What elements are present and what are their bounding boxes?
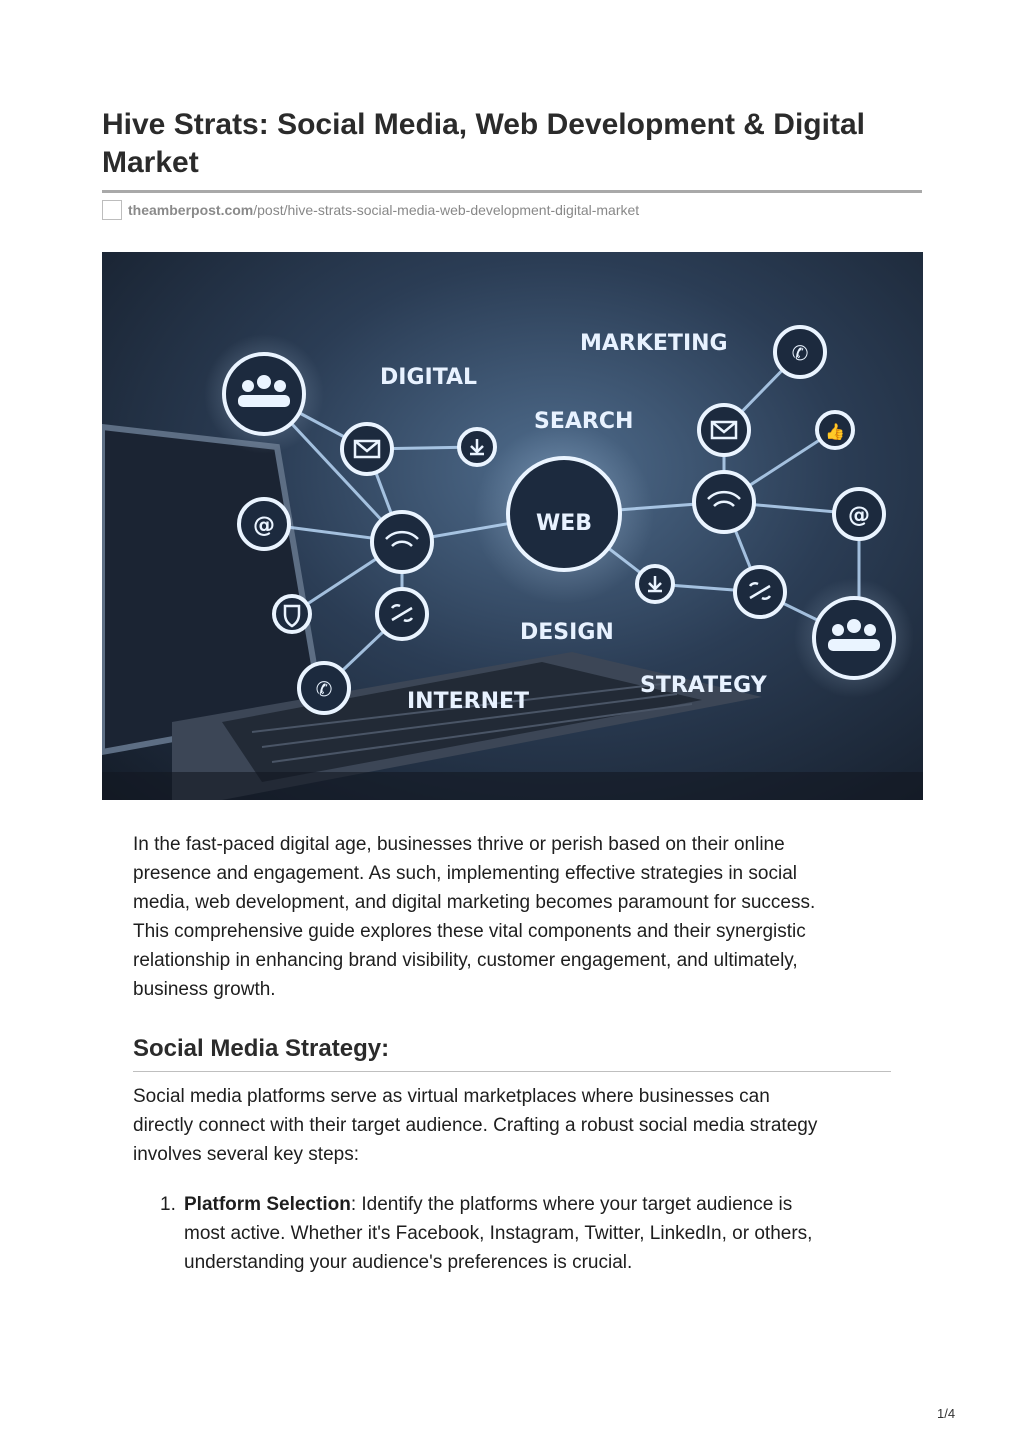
svg-text:👍: 👍 xyxy=(825,422,845,441)
title-divider xyxy=(102,190,922,193)
section-heading: Social Media Strategy: xyxy=(133,1035,390,1062)
hero-label-digital: DIGITAL xyxy=(380,365,478,390)
svg-text:@: @ xyxy=(848,503,870,528)
steps-list xyxy=(160,1190,880,1277)
hero-illustration xyxy=(102,252,923,800)
svg-text:✆: ✆ xyxy=(791,341,809,365)
section-paragraph xyxy=(133,1082,893,1169)
hero-label-strategy: STRATEGY xyxy=(640,673,767,698)
favicon-icon xyxy=(102,200,122,220)
mail-icon xyxy=(342,424,392,474)
list-item-line: : Identify the platforms where your target audience is xyxy=(350,1194,793,1215)
svg-text:@: @ xyxy=(253,513,275,538)
list-item-line: most active. Whether it's Facebook, Instagram, Twitter, LinkedIn, or others, xyxy=(184,1223,813,1244)
intro-line: relationship in enhancing brand visibility, customer engagement, and ultimately, xyxy=(133,950,798,971)
section-divider xyxy=(133,1071,891,1072)
intro-line: presence and engagement. As such, implementing effective strategies in social xyxy=(133,863,797,884)
page-number: 1/4 xyxy=(937,1406,956,1421)
intro-line: business growth. xyxy=(133,979,276,1000)
list-item-line: understanding your audience's preferences is crucial. xyxy=(184,1252,633,1273)
source-url[interactable] xyxy=(128,202,639,218)
hero-label-web: WEB xyxy=(535,511,593,536)
intro-line: This comprehensive guide explores these vital components and their synergistic xyxy=(133,921,806,942)
section-line: directly connect with their target audience. Crafting a robust social media strategy xyxy=(133,1115,818,1136)
users-icon xyxy=(224,354,304,434)
intro-line: In the fast-paced digital age, businesses thrive or perish based on their online xyxy=(133,834,785,855)
list-item-term: Platform Selection xyxy=(184,1194,351,1215)
source-path[interactable]: /post/hive-strats-social-media-web-development-digital-market xyxy=(253,202,640,218)
hero-image xyxy=(102,252,923,800)
intro-paragraph xyxy=(133,830,893,1004)
hero-label-design: DESIGN xyxy=(520,620,614,645)
users-icon xyxy=(814,598,894,678)
svg-text:✆: ✆ xyxy=(315,677,333,701)
list-item-number: 1. xyxy=(160,1194,176,1215)
intro-line: media, web development, and digital marketing becomes paramount for success. xyxy=(133,892,816,913)
source-link[interactable] xyxy=(102,200,639,220)
section-line: Social media platforms serve as virtual marketplaces where businesses can xyxy=(133,1086,770,1107)
hero-label-internet: INTERNET xyxy=(407,689,530,714)
hero-label-search: SEARCH xyxy=(534,409,634,434)
mail-icon xyxy=(699,405,749,455)
hero-label-marketing: MARKETING xyxy=(580,331,728,356)
section-line: involves several key steps: xyxy=(133,1144,359,1165)
source-domain[interactable]: theamberpost.com xyxy=(128,202,254,218)
page-title: Hive Strats: Social Media, Web Development & Digital Market xyxy=(102,108,865,179)
list-item xyxy=(160,1190,880,1277)
